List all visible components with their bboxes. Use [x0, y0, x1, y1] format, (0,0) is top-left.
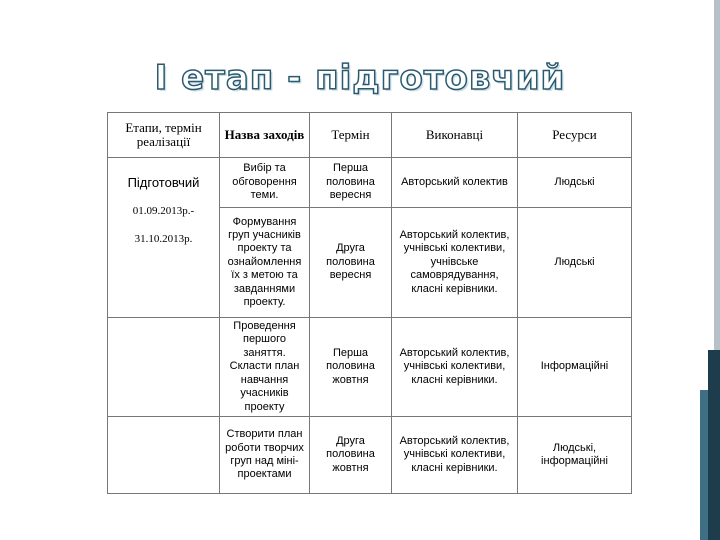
resources-cell: Людські, інформаційні	[518, 417, 632, 494]
table-row	[108, 318, 632, 417]
empty-stage-cell	[108, 417, 220, 494]
plan-table	[107, 112, 632, 494]
stage-date-from: 01.09.2013р.-	[132, 205, 195, 218]
executors-cell: Авторський колектив, учнівські колективи, класні керівники.	[392, 417, 518, 494]
stage-date-to: 31.10.2013р.	[134, 233, 193, 246]
term-cell: Друга половина вересня	[310, 208, 392, 318]
activity-cell: Створити план роботи творчих груп над міні-проектами	[220, 417, 310, 494]
header-executors: Виконавці	[392, 113, 518, 158]
term-cell: Перша половина жовтня	[310, 318, 392, 417]
header-resources: Ресурси	[518, 113, 632, 158]
table-header-row	[108, 113, 632, 158]
slide-title: І етап - підготовчий	[154, 58, 566, 98]
table-row	[108, 417, 632, 494]
resources-cell: Інформаційні	[518, 318, 632, 417]
header-activity: Назва заходів	[220, 113, 310, 158]
decorative-stripes	[692, 0, 720, 540]
executors-cell: Авторський колектив, учнівські колективи, учнівське самоврядування, класні керівники.	[392, 208, 518, 318]
stage-name: Підготовчий	[127, 175, 200, 190]
activity-cell: Формування груп учасників проекту та ознайомлення їх з метою та завданнями проекту.	[220, 208, 310, 318]
term-cell: Перша половина вересня	[310, 158, 392, 208]
empty-stage-cell	[108, 318, 220, 417]
header-stage: Етапи, термін реалізації	[108, 113, 220, 158]
stage-cell	[108, 158, 220, 318]
table-row	[108, 158, 632, 208]
resources-cell: Людські	[518, 208, 632, 318]
executors-cell: Авторський колектив	[392, 158, 518, 208]
term-cell: Друга половина жовтня	[310, 417, 392, 494]
executors-cell: Авторський колектив, учнівські колективи, класні керівники.	[392, 318, 518, 417]
resources-cell: Людські	[518, 158, 632, 208]
activity-cell: Вибір та обговорення теми.	[220, 158, 310, 208]
activity-cell: Проведення першого заняття. Скласти план навчання учасників проекту	[220, 318, 310, 417]
header-term: Термін	[310, 113, 392, 158]
